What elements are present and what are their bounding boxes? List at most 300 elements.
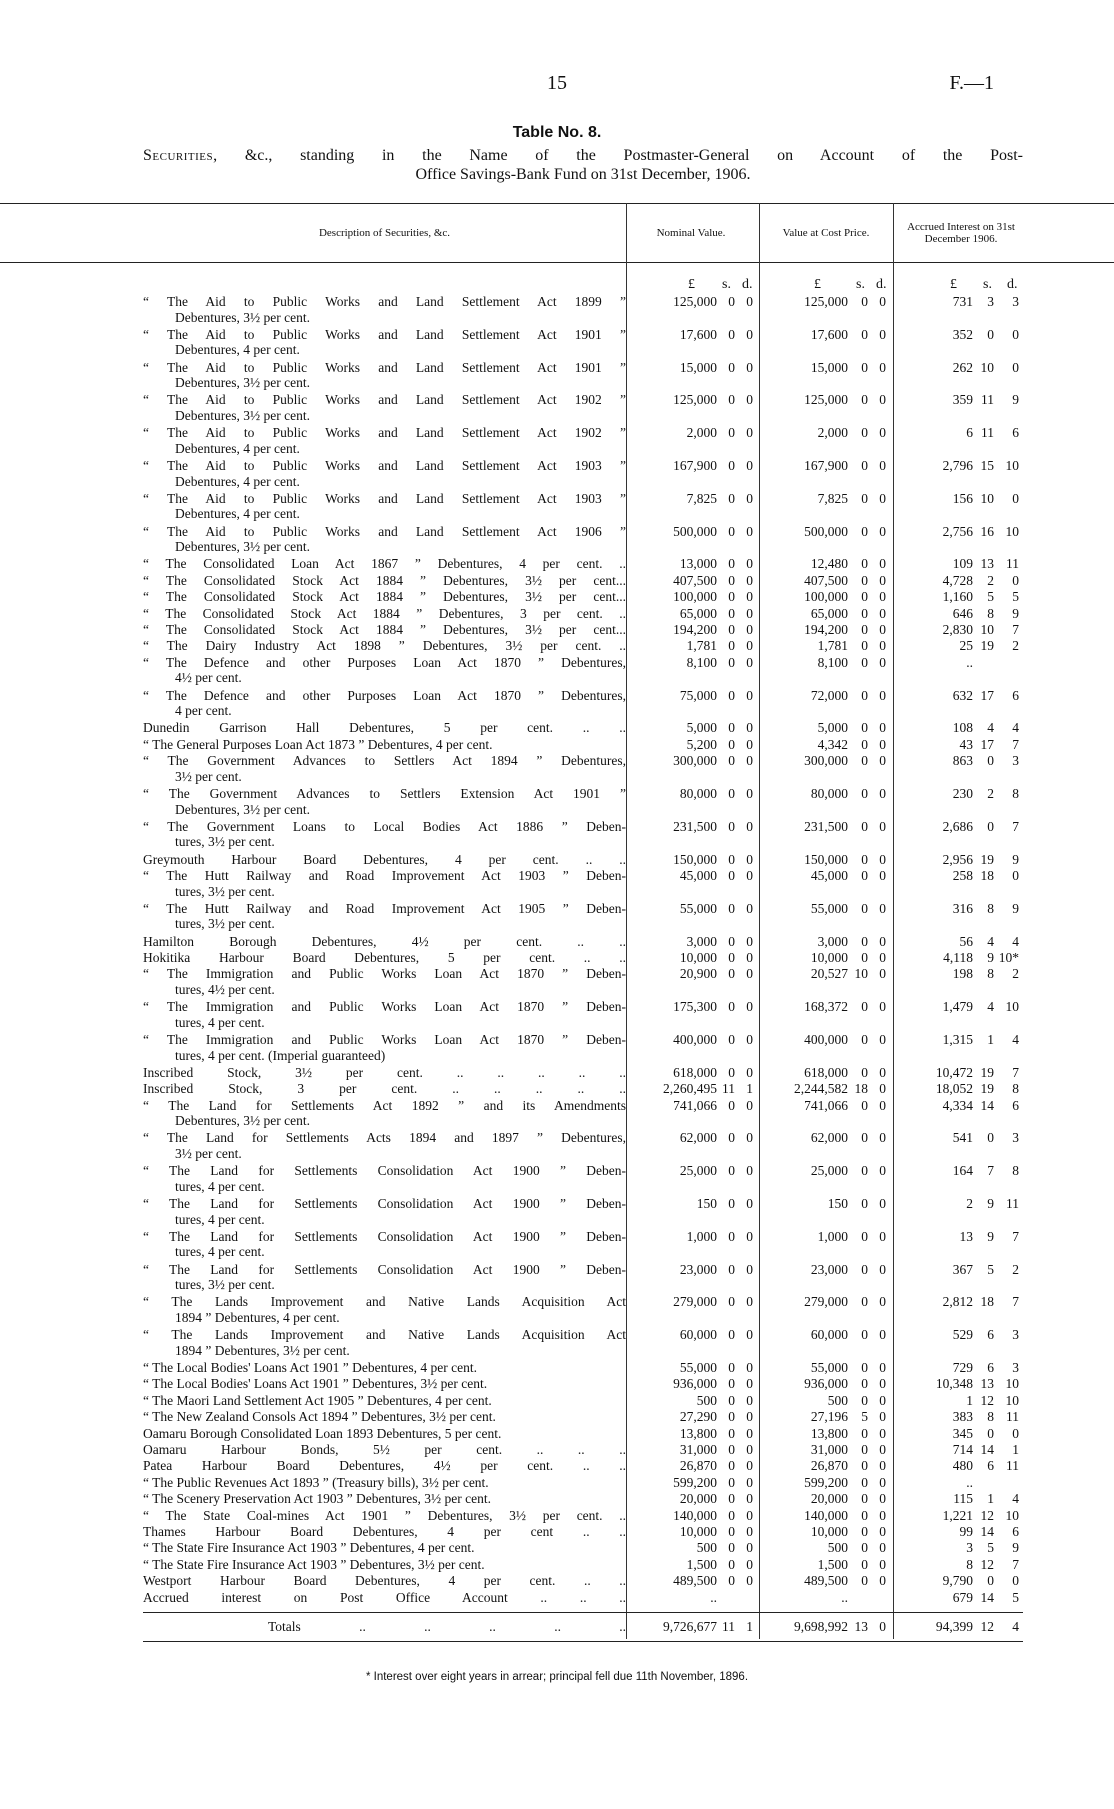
cost-s-value: 0	[861, 1294, 868, 1310]
int-s-value: 12	[980, 1556, 994, 1572]
nom-s-value: 11	[722, 1081, 735, 1097]
int-s-value: 18	[980, 1294, 994, 1310]
int-d-value: 0	[1012, 572, 1019, 588]
int-d-value: 10*	[998, 950, 1019, 965]
description-line-2: Debentures, 3½ per cent.	[175, 375, 310, 391]
nom-pound-value: 65,000	[679, 605, 717, 621]
security-description	[143, 786, 626, 817]
cost-pound-value: 168,372	[804, 999, 848, 1015]
cost-pence-unit: d.	[876, 277, 887, 292]
int-s-value: 16	[980, 523, 994, 539]
nom-pound-value: 2,260,495	[663, 1081, 717, 1097]
nom-s-value: 0	[728, 720, 735, 736]
security-description	[143, 1098, 626, 1129]
cost-pound-value: 12,480	[810, 556, 848, 572]
cost-d-value: 0	[879, 490, 886, 506]
nom-s-value: 0	[728, 572, 735, 588]
nominal-pound-unit: £	[688, 277, 695, 292]
security-description	[143, 556, 626, 572]
description-line-1: “ The Dairy Industry Act 1898 ” Debentures, 3½ per cent. ..	[143, 638, 626, 654]
cost-pound-value: 65,000	[810, 605, 848, 621]
int-pound-value: 156	[952, 490, 973, 506]
int-s-value: 15	[980, 458, 994, 473]
description-line-2: tures, 4 per cent.	[175, 1014, 265, 1030]
cost-pound-value: 150	[827, 1196, 848, 1211]
nom-d-value: 0	[746, 1458, 753, 1474]
description-line-1: “ The Aid to Public Works and Land Settlement Act 1899 ”	[143, 294, 626, 309]
nom-d-value: 0	[746, 1474, 753, 1490]
nom-d-value: 0	[746, 1360, 753, 1375]
nom-s-value: 0	[728, 818, 735, 834]
nom-pound-value: 1,781	[686, 638, 717, 654]
nom-pound-value: 140,000	[673, 1507, 717, 1523]
security-description	[143, 1360, 626, 1376]
int-pound-value: 1,221	[942, 1507, 973, 1523]
security-description	[143, 1327, 626, 1358]
cost-d-value: 0	[879, 1228, 886, 1244]
nom-pound-value: 20,900	[679, 966, 717, 982]
series-number: F.—1	[949, 72, 994, 94]
description-line-2: tures, 4 per cent.	[175, 1211, 265, 1227]
security-description	[143, 606, 626, 622]
nom-d-value: 0	[746, 851, 753, 867]
nom-d-value: 0	[746, 1507, 753, 1523]
description-line-1: Dunedin Garrison Hall Debentures, 5 per cent. .. ..	[143, 720, 626, 736]
cost-d-value: 0	[879, 1081, 886, 1097]
description-line-1: Thames Harbour Board Debentures, 4 per cent .. ..	[143, 1524, 626, 1539]
int-s-value: 8	[987, 1409, 994, 1425]
cost-s-value: 0	[861, 392, 868, 408]
cost-s-value: 0	[861, 622, 868, 637]
nom-pound-value: 62,000	[679, 1130, 717, 1146]
int-s-value: 4	[987, 999, 994, 1015]
cost-pound-value: 62,000	[810, 1130, 848, 1146]
nom-d-value: 0	[746, 1540, 753, 1556]
nom-pound-value: 7,825	[686, 490, 717, 506]
nom-pound-value: 60,000	[679, 1327, 717, 1343]
description-line-2: 4 per cent.	[175, 703, 232, 719]
description-line-1: “ The Land for Settlements Acts 1894 and 1897 ” Debentures,	[143, 1130, 626, 1146]
security-description	[143, 852, 626, 868]
security-description	[143, 1491, 626, 1507]
int-pound-value: 109	[952, 556, 973, 572]
nom-s-value: 0	[728, 1573, 735, 1589]
nom-pound-value: 13,800	[679, 1425, 717, 1441]
nom-s-value: 0	[728, 1294, 735, 1310]
int-d-value: 9	[1012, 1540, 1019, 1556]
cost-s-value: 0	[861, 654, 868, 670]
int-s-value: 0	[987, 1130, 994, 1146]
int-pound-value: 2,756	[942, 523, 973, 539]
description-line-2: tures, 4 per cent.	[175, 1178, 265, 1194]
nom-s-value: 0	[728, 294, 735, 309]
nom-s-value: 0	[728, 1261, 735, 1277]
security-description	[143, 1557, 626, 1573]
cost-pound-value: 27,196	[810, 1409, 848, 1425]
description-line-2: tures, 3½ per cent.	[175, 916, 275, 932]
int-pound-value: 714	[952, 1442, 973, 1457]
description-line-1: Westport Harbour Board Debentures, 4 per cent. .. ..	[143, 1573, 626, 1589]
cost-pound-value: 100,000	[804, 589, 848, 605]
int-d-value: 2	[1012, 966, 1019, 982]
col-interest-header: Accrued Interest on 31st December 1906.	[907, 221, 1015, 245]
int-pound-value: 2,686	[942, 818, 973, 834]
nom-d-value: 0	[746, 1228, 753, 1244]
nom-pound-value: 150	[696, 1196, 717, 1211]
nom-s-value: 0	[728, 1360, 735, 1375]
caption-line-2: Office Savings-Bank Fund on 31st December, 1906.	[415, 166, 751, 183]
cost-pound-value: 140,000	[804, 1507, 848, 1523]
description-line-1: “ The Government Loans to Local Bodies Act 1886 ” Deben-	[143, 818, 626, 834]
cost-d-value: 0	[879, 1573, 886, 1589]
nom-pound-value: 300,000	[673, 753, 717, 769]
cost-pound-value: 20,000	[810, 1491, 848, 1507]
int-pound-value: 10,348	[935, 1376, 973, 1392]
cost-s-value: 0	[861, 1507, 868, 1523]
nom-pound-value: 5,000	[686, 720, 717, 736]
description-line-1: Inscribed Stock, 3½ per cent. .. .. .. .. ..	[143, 1064, 626, 1080]
description-line-2: tures, 3½ per cent.	[175, 1277, 275, 1293]
nom-d-value: 0	[746, 605, 753, 621]
cost-s-value: 0	[861, 638, 868, 654]
int-d-value: 3	[1012, 1327, 1019, 1343]
description-line-1: “ The Consolidated Stock Act 1884 ” Debentures, 3½ per cent...	[143, 622, 626, 637]
nom-d-value: 0	[746, 1425, 753, 1441]
cost-d-value: 0	[879, 622, 886, 637]
cost-s-value: 0	[861, 720, 868, 736]
int-pound-value: 18,052	[935, 1081, 973, 1097]
int-pound-value: 1,315	[942, 1032, 973, 1047]
int-d-value: 7	[1012, 1294, 1019, 1310]
description-line-1: “ The General Purposes Loan Act 1873 ” Debentures, 4 per cent.	[143, 736, 493, 752]
description-line-2: Debentures, 3½ per cent.	[175, 407, 310, 423]
description-line-1: “ The Aid to Public Works and Land Settlement Act 1903 ”	[143, 458, 626, 473]
cost-d-value: 0	[879, 1327, 886, 1343]
nom-s-value: 0	[728, 1425, 735, 1441]
security-description	[143, 1409, 626, 1425]
security-description	[143, 1393, 626, 1409]
nominal-shilling-unit: s.	[722, 277, 731, 292]
security-description	[143, 1458, 626, 1474]
nom-s-value: 0	[728, 392, 735, 408]
int-d-value: 11	[1006, 1196, 1019, 1211]
int-s-value: 14	[980, 1442, 994, 1457]
cost-s-value: 0	[861, 999, 868, 1015]
int-d-value: 0	[1012, 359, 1019, 375]
security-description	[143, 999, 626, 1030]
description-line-1: Inscribed Stock, 3 per cent. .. .. .. .. ..	[143, 1081, 626, 1097]
cost-s-value: 0	[861, 589, 868, 605]
security-description	[143, 1508, 626, 1524]
cost-pound-value: 2,000	[817, 425, 848, 441]
description-line-1: “ The Lands Improvement and Native Lands Acquisition Act	[143, 1294, 626, 1310]
cost-pound-value: 15,000	[810, 359, 848, 375]
total-nom-s: 11	[722, 1619, 735, 1634]
security-description	[143, 753, 626, 784]
nom-pound-value: 125,000	[673, 294, 717, 309]
description-line-1: “ The Maori Land Settlement Act 1905 ” Debentures, 4 per cent.	[143, 1392, 492, 1408]
nom-s-value: 0	[728, 1540, 735, 1556]
cost-s-value: 0	[861, 294, 868, 309]
cost-pound-value: 10,000	[810, 950, 848, 965]
cost-s-value: 0	[861, 1196, 868, 1211]
cost-pound-value: 500	[827, 1392, 848, 1408]
cost-d-value: 0	[879, 736, 886, 752]
nom-pound-value: 599,200	[673, 1474, 717, 1490]
nom-d-value: 0	[746, 933, 753, 949]
table-title: Table No. 8.	[512, 124, 602, 141]
int-s-value: 1	[987, 1491, 994, 1507]
int-pound-value: 230	[952, 786, 973, 801]
cost-d-value: 0	[879, 1556, 886, 1572]
int-d-value: 9	[1012, 851, 1019, 867]
int-d-value: 7	[1012, 622, 1019, 637]
nom-d-value: 0	[746, 294, 753, 309]
nom-s-value: 0	[728, 1196, 735, 1211]
security-description	[143, 622, 626, 638]
nom-pound-value: 55,000	[679, 900, 717, 916]
description-line-1: Oamaru Borough Consolidated Loan 1893 Debentures, 5 per cent.	[143, 1425, 502, 1441]
description-line-1: “ The Consolidated Stock Act 1884 ” Debentures, 3 per cent. ..	[143, 605, 626, 621]
int-d-value: 0	[1012, 1425, 1019, 1441]
int-d-value: 4	[1012, 1491, 1019, 1507]
int-d-value: 6	[1012, 1524, 1019, 1539]
cost-d-value: 0	[879, 589, 886, 605]
description-line-1: Hamilton Borough Debentures, 4½ per cent. .. ..	[143, 933, 626, 949]
description-line-1: “ The Aid to Public Works and Land Settlement Act 1902 ”	[143, 425, 626, 441]
nom-s-value: 0	[728, 654, 735, 670]
nom-s-value: 0	[728, 933, 735, 949]
nom-pound-value: 31,000	[679, 1442, 717, 1457]
nom-d-value: 0	[746, 1573, 753, 1589]
int-d-value: 9	[1012, 605, 1019, 621]
int-pound-value: 529	[952, 1327, 973, 1343]
int-s-value: 0	[987, 1425, 994, 1441]
cost-pound-value: 2,244,582	[794, 1081, 848, 1097]
nom-pound-value: 194,200	[673, 622, 717, 637]
nom-d-value: 0	[746, 1392, 753, 1408]
int-s-value: 6	[987, 1327, 994, 1343]
description-line-1: “ The Aid to Public Works and Land Settlement Act 1906 ”	[143, 523, 626, 539]
nom-pound-value: 150,000	[673, 851, 717, 867]
cost-s-value: 0	[861, 326, 868, 342]
cost-d-value: 0	[879, 359, 886, 375]
description-line-2: Debentures, 4 per cent.	[175, 440, 300, 456]
int-d-value: 3	[1012, 753, 1019, 769]
nom-pound-value: 407,500	[673, 572, 717, 588]
cost-d-value: 0	[879, 638, 886, 654]
int-d-value: 8	[1012, 1163, 1019, 1179]
interest-pence-unit: d.	[1007, 277, 1018, 292]
cost-shilling-unit: s.	[856, 277, 865, 292]
int-d-value: 5	[1012, 589, 1019, 605]
nom-d-value: 0	[746, 950, 753, 965]
total-cost-pound: 9,698,992	[794, 1619, 848, 1634]
description-line-2: Debentures, 4 per cent.	[175, 506, 300, 522]
description-line-2: Debentures, 3½ per cent.	[175, 539, 310, 555]
int-pound-value: 367	[952, 1261, 973, 1277]
int-s-value: 10	[980, 622, 994, 637]
nom-s-value: 0	[728, 1097, 735, 1113]
int-pound-value: 679	[952, 1589, 973, 1605]
cost-d-value: 0	[879, 753, 886, 769]
table-header	[0, 203, 1114, 263]
security-description	[143, 720, 626, 736]
cost-pound-value: 618,000	[804, 1064, 848, 1080]
int-pound-value: 164	[952, 1163, 973, 1179]
description-line-2: Debentures, 3½ per cent.	[175, 1113, 310, 1129]
cost-d-value: 0	[879, 1409, 886, 1425]
nom-pound-value: 23,000	[679, 1261, 717, 1277]
int-s-value: 2	[987, 572, 994, 588]
cost-s-value: 0	[861, 687, 868, 703]
cost-d-value: 0	[879, 1360, 886, 1375]
cost-d-value: 0	[879, 605, 886, 621]
description-line-1: “ The Immigration and Public Works Loan Act 1870 ” Deben-	[143, 999, 626, 1015]
nom-d-value: 0	[746, 490, 753, 506]
security-description	[143, 1524, 626, 1540]
cost-s-value: 0	[861, 1064, 868, 1080]
nom-pound-value: 15,000	[679, 359, 717, 375]
cost-s-value: 18	[854, 1081, 868, 1097]
int-pound-value: 541	[952, 1130, 973, 1146]
nom-s-value: 0	[728, 1556, 735, 1572]
cost-s-value: 0	[861, 1474, 868, 1490]
total-int-d: 4	[1012, 1619, 1019, 1634]
nom-d-value: 0	[746, 359, 753, 375]
cost-d-value: 0	[879, 425, 886, 441]
cost-s-value: 0	[861, 1425, 868, 1441]
int-s-value: 4	[987, 933, 994, 949]
cost-s-value: 0	[861, 753, 868, 769]
nom-pound-value: 500	[696, 1392, 717, 1408]
nom-d-value: 0	[746, 1163, 753, 1179]
nom-s-value: 0	[728, 1228, 735, 1244]
security-description	[143, 1540, 626, 1556]
cost-s-value: 0	[861, 1491, 868, 1507]
nom-s-value: 0	[728, 999, 735, 1015]
int-pound-value: 1,160	[942, 589, 973, 605]
col-nominal-header: Nominal Value.	[656, 227, 726, 239]
int-s-value: 5	[987, 589, 994, 605]
cost-d-value: 0	[879, 1507, 886, 1523]
cost-s-value: 5	[861, 1409, 868, 1425]
security-description	[143, 868, 626, 899]
nom-d-value: 0	[746, 572, 753, 588]
int-d-value: 0	[1012, 326, 1019, 342]
caption-lead: Securities	[143, 147, 214, 164]
nom-s-value: 0	[728, 1458, 735, 1474]
cost-d-value: 0	[879, 1097, 886, 1113]
totals-rule-top	[143, 1612, 1023, 1613]
nom-pound-value: 3,000	[686, 933, 717, 949]
int-d-value: 2	[1012, 1261, 1019, 1277]
nom-pound-value: 231,500	[673, 818, 717, 834]
cost-d-value: 0	[879, 294, 886, 309]
nom-d-value: 0	[746, 1376, 753, 1392]
int-s-value: 14	[980, 1589, 994, 1605]
int-s-value: 11	[981, 392, 994, 408]
units-row	[0, 277, 1114, 293]
description-line-1: “ The Aid to Public Works and Land Settlement Act 1902 ”	[143, 392, 626, 408]
nom-s-value: 0	[728, 753, 735, 769]
nom-s-value: 0	[728, 458, 735, 473]
description-line-1: Oamaru Harbour Bonds, 5½ per cent. .. .. ..	[143, 1442, 626, 1457]
int-pound-value: 56	[959, 933, 973, 949]
cost-s-value: 0	[861, 786, 868, 801]
security-description	[143, 950, 626, 966]
security-description	[143, 1032, 626, 1063]
nom-pound-value: 2,000	[686, 425, 717, 441]
description-line-2: Debentures, 3½ per cent.	[175, 309, 310, 325]
int-pound-value: 10,472	[935, 1064, 973, 1080]
nom-s-value: 0	[728, 687, 735, 703]
description-line-1: “ The Lands Improvement and Native Lands Acquisition Act	[143, 1327, 626, 1343]
cost-pound-value: 26,870	[810, 1458, 848, 1474]
int-s-value: 17	[980, 736, 994, 752]
cost-s-value: 0	[861, 1261, 868, 1277]
cost-d-value: 0	[879, 1196, 886, 1211]
int-s-value: 0	[987, 326, 994, 342]
cost-s-value: 0	[861, 425, 868, 441]
int-d-value: 0	[1012, 490, 1019, 506]
cost-pound-value: 489,500	[804, 1573, 848, 1589]
cost-d-value: 0	[879, 1294, 886, 1310]
cost-s-value: 0	[861, 1392, 868, 1408]
int-d-value: 10	[1005, 1507, 1019, 1523]
nominal-pence-unit: d.	[742, 277, 753, 292]
int-pound-value: 6	[966, 425, 973, 441]
int-pound-value: 4,334	[942, 1097, 973, 1113]
int-s-value: 13	[980, 556, 994, 572]
cost-pound-value: ..	[841, 1589, 848, 1605]
security-description	[143, 1426, 626, 1442]
int-d-value: 4	[1012, 1032, 1019, 1047]
nom-d-value: 0	[746, 868, 753, 883]
int-pound-value: 1	[966, 1392, 973, 1408]
cost-pound-value: 25,000	[810, 1163, 848, 1179]
int-s-value: 11	[981, 425, 994, 441]
page-number: 15	[547, 72, 567, 94]
totals-label: Totals .. .. .. .. ..	[268, 1619, 626, 1634]
int-pound-value: ..	[966, 1474, 973, 1490]
description-line-1: “ The Hutt Railway and Road Improvement Act 1905 ” Deben-	[143, 900, 626, 916]
cost-d-value: 0	[879, 1458, 886, 1474]
cost-s-value: 0	[861, 556, 868, 572]
cost-s-value: 10	[854, 966, 868, 982]
int-d-value: 6	[1012, 1097, 1019, 1113]
int-pound-value: 2	[966, 1196, 973, 1211]
cost-s-value: 0	[861, 1327, 868, 1343]
description-line-1: “ The Defence and other Purposes Loan Act 1870 ” Debentures,	[143, 687, 626, 703]
cost-d-value: 0	[879, 1540, 886, 1556]
cost-pound-value: 31,000	[810, 1442, 848, 1457]
nom-s-value: 0	[728, 622, 735, 637]
cost-s-value: 0	[861, 851, 868, 867]
nom-pound-value: ..	[710, 1589, 717, 1605]
nom-s-value: 0	[728, 490, 735, 506]
cost-pound-value: 3,000	[817, 933, 848, 949]
description-line-1: “ The New Zealand Consols Act 1894 ” Debentures, 3½ per cent.	[143, 1409, 496, 1425]
col-description-header: Description of Securities, &c.	[318, 227, 451, 239]
cost-pound-value: 1,500	[817, 1556, 848, 1572]
int-pound-value: 9,790	[942, 1573, 973, 1589]
description-line-2: Debentures, 3½ per cent.	[175, 801, 310, 817]
cost-d-value: 0	[879, 1032, 886, 1047]
cost-pound-value: 13,800	[810, 1425, 848, 1441]
int-s-value: 1	[987, 1032, 994, 1047]
cost-pound-value: 55,000	[810, 900, 848, 916]
